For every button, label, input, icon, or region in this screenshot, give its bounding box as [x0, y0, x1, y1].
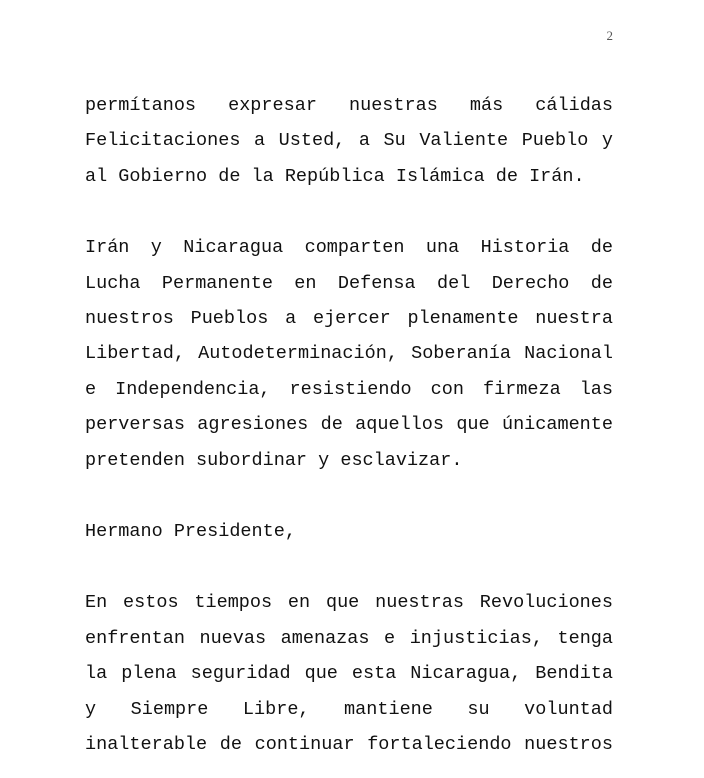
paragraph-shared-history: Irán y Nicaragua comparten una Historia de Lucha Permanente en Defensa del Derecho de nuestros Pueblos a ejercer plenamente nuestra Libertad, Autodeterminación, Soberanía Nacional e Independencia, resistiendo con firmeza las perversas agresiones de aquellos que únicamente pretenden subordinar y esclavizar. — [85, 237, 613, 471]
paragraph-spacer — [85, 194, 613, 230]
page-number: 2 — [606, 28, 613, 43]
paragraph-congratulations: permítanos expresar nuestras más cálidas Felicitaciones a Usted, a Su Valiente Pueblo y al Gobierno de la República Islámica de Irán. — [85, 95, 613, 187]
paragraph-spacer — [85, 478, 613, 514]
paragraph-revolutions: En estos tiempos en que nuestras Revoluciones enfrentan nuevas amenazas e injusticias, tenga la plena seguridad que esta Nicaragua, Bendita y Siempre Libre, mantiene su voluntad inalterable de continuar fortaleciendo nuestros — [85, 592, 613, 756]
paragraph-spacer — [85, 549, 613, 585]
paragraph-salutation: Hermano Presidente, — [85, 521, 296, 543]
letter-body — [85, 88, 613, 763]
